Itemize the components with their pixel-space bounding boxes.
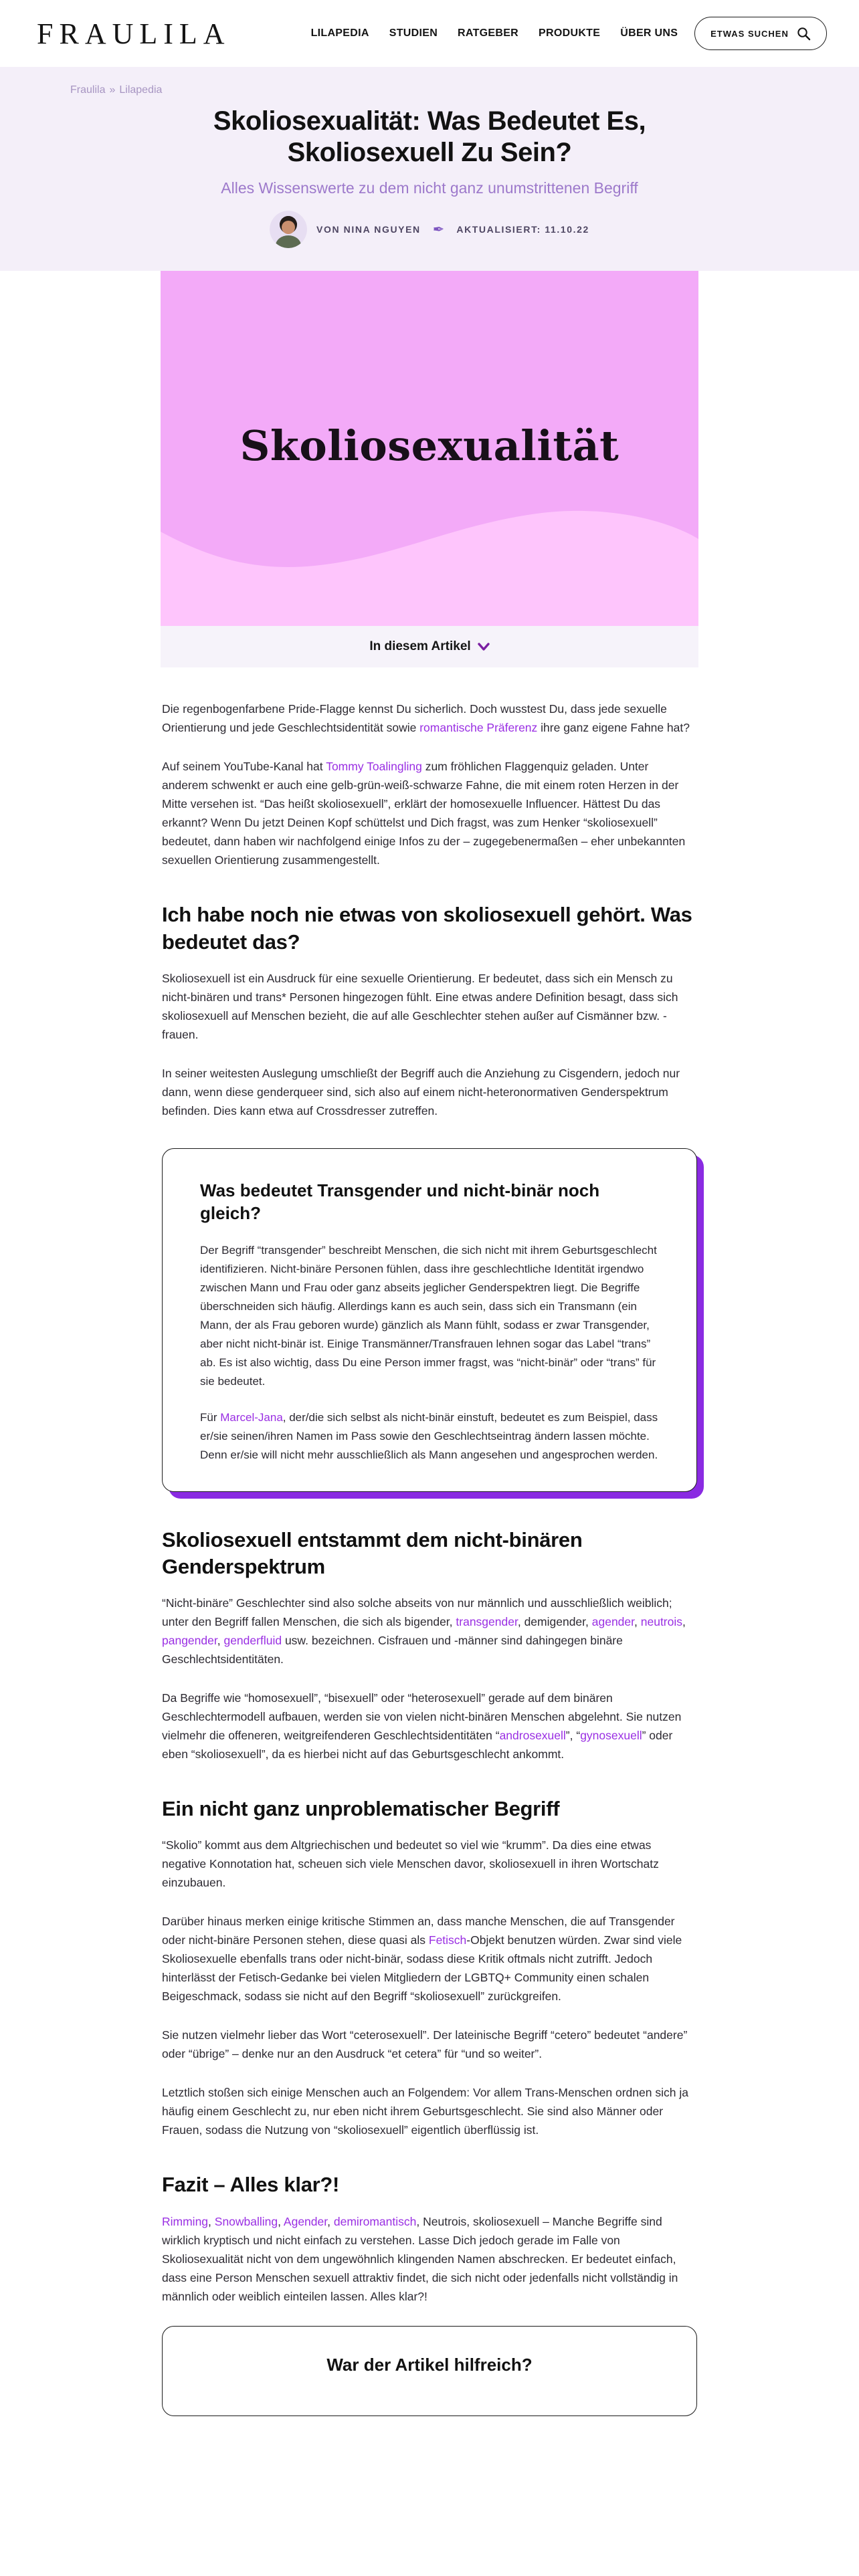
inline-link[interactable]: Rimming — [162, 2214, 209, 2228]
article-paragraph — [162, 700, 697, 737]
nav-item-lilapedia[interactable]: LILAPEDIA — [310, 27, 369, 39]
article-paragraph — [162, 2083, 697, 2139]
inline-link[interactable]: Agender — [283, 2214, 328, 2228]
site-logo[interactable]: FRAULILA — [37, 17, 231, 50]
main-nav — [311, 27, 678, 39]
article-body — [162, 700, 697, 2305]
byline — [0, 211, 859, 248]
inline-link[interactable]: transgender — [456, 1615, 518, 1629]
article-paragraph — [162, 2212, 697, 2306]
inline-link[interactable]: neutrois — [640, 1615, 683, 1629]
breadcrumb — [70, 84, 859, 96]
paragraph-text: , demigender, — [517, 1615, 592, 1629]
breadcrumb-home[interactable]: Fraulila — [70, 84, 106, 96]
inline-link[interactable]: Snowballing — [214, 2214, 278, 2228]
info-box-paragraph — [200, 1408, 659, 1465]
nav-item-ratgeber[interactable]: RATGEBER — [458, 27, 519, 39]
paragraph-text: Da Begriffe wie “homosexuell”, “bisexuell” oder “heterosexuell” gerade auf dem binären Geschlechtermodell aufbauen, werden sie von vielen nicht-binären Menschen abgelehnt. Sie nutzen vielmehr die offeneren, weitgreifenderen Geschlechtsidentitäten “ — [162, 1691, 682, 1743]
paragraph-text: , — [217, 1634, 224, 1648]
inline-link[interactable]: romantische Präferenz — [419, 721, 538, 735]
inline-link[interactable]: Fetisch — [428, 1933, 467, 1947]
search-button[interactable] — [694, 17, 827, 50]
inline-link[interactable]: genderfluid — [223, 1634, 282, 1648]
article-paragraph — [162, 1064, 697, 1120]
paragraph-text: Für — [200, 1410, 221, 1424]
author-avatar — [270, 211, 307, 248]
article-paragraph — [162, 1912, 697, 2006]
paragraph-text: , — [278, 2214, 284, 2228]
article-paragraph — [162, 2026, 697, 2063]
inline-link[interactable]: pangender — [162, 1634, 217, 1648]
paragraph-text: Der Begriff “transgender” beschreibt Menschen, die sich nicht mit ihrem Geburtsgeschlecht identifizieren. Nicht-binäre Personen fühlen, dass ihre geschlechtliche Identität irgendwo zwischen Mann und Frau oder ganz abseits jeglicher Genderspektren liegt. Die Begriffe überschneiden sich häufig. Allerdings kann es auch sein, dass sich ein Transmann (ein Mann, der als Frau geboren wurde) gänzlich als Mann fühlt, sodass er zwar Transgender, aber nicht nicht-binär ist. Einige Transmänner/Transfrauen lehnen sogar das Label “trans” ab. Es ist also wichtig, dass Du eine Person immer fragst, was “nicht-binär” oder “trans” für sie bedeutet. — [200, 1243, 657, 1388]
paragraph-text: -Objekt benutzen würden. Zwar sind viele Skoliosexuelle ebenfalls trans oder nicht-binär, sodass diese Kritik oftmals nicht zutrifft. Jedoch hinterlässt der Fetisch-Gedanke bei vielen Mitgliedern der LGBTQ+ Community einen schalen Beigeschmack, sodass sie nicht auf den Begriff “skoliosexuell” zurückgreifen. — [162, 1933, 682, 2004]
paragraph-text: , — [634, 1615, 641, 1629]
toc-toggle[interactable] — [161, 626, 698, 667]
section-heading: Fazit – Alles klar?! — [162, 2173, 340, 2197]
section-heading: Ich habe noch nie etwas von skoliosexuell gehört. Was bedeutet das? — [162, 903, 692, 954]
feedback-box — [162, 2326, 697, 2416]
inline-link[interactable]: demiromantisch — [333, 2214, 417, 2228]
article-paragraph — [162, 757, 697, 869]
inline-link[interactable]: androsexuell — [499, 1729, 566, 1743]
toc-label: In diesem Artikel — [369, 639, 471, 654]
feedback-title: War der Artikel hilfreich? — [326, 2354, 533, 2375]
hero-title: Skoliosexualität — [240, 421, 619, 471]
article-intro — [0, 67, 859, 271]
breadcrumb-section[interactable]: Lilapedia — [119, 84, 163, 96]
paragraph-text: ”, “ — [565, 1729, 581, 1743]
inline-link[interactable]: gynosexuell — [580, 1729, 642, 1743]
breadcrumb-separator: » — [109, 84, 116, 96]
paragraph-text: Sie nutzen vielmehr lieber das Wort “ceterosexuell”. Der lateinische Begriff “cetero” bedeutet “andere” oder “übrige” – denke nur an den Ausdruck “et cetera” für “und so weiter”. — [162, 2028, 688, 2061]
author-label: VON NINA NGUYEN — [316, 224, 421, 235]
paragraph-text: Auf seinem YouTube-Kanal hat — [162, 760, 326, 774]
info-box — [162, 1148, 697, 1492]
search-label: ETWAS SUCHEN — [710, 28, 789, 39]
paragraph-text: In seiner weitesten Auslegung umschließt der Begriff auch die Anziehung zu Cisgendern, jedoch nur dann, wenn diese genderqueer sind, sich also auf einem nicht-heteronormativen Genderspektrum befinden. Dies kann etwa auf Crossdresser zutreffen. — [162, 1066, 680, 1117]
nav-item-produkte[interactable]: PRODUKTE — [539, 27, 601, 39]
article-paragraph — [162, 1836, 697, 1892]
paragraph-text: , der/die sich selbst als nicht-binär einstuft, bedeutet es zum Beispiel, dass er/sie seinen/ihren Namen im Pass sowie den Geschlechtseintrag ändern lassen möchte. Denn er/sie will nicht mehr ausschließlich als Mann angesehen und angesprochen werden. — [200, 1410, 658, 1461]
page-subtitle: Alles Wissenswerte zu dem nicht ganz unumstrittenen Begriff — [221, 179, 638, 197]
chevron-down-icon — [478, 643, 490, 651]
nav-item-studien[interactable]: STUDIEN — [389, 27, 438, 39]
article-paragraph — [162, 1689, 697, 1763]
paragraph-text: “Skolio” kommt aus dem Altgriechischen und bedeutet so viel wie “krumm”. Da dies eine etwas negative Konnotation hat, scheuen sich viele Menschen davor, skoliosexuell in ihren Wortschatz einzubauen. — [162, 1838, 659, 1890]
section-heading: Ein nicht ganz unproblematischer Begriff — [162, 1797, 560, 1821]
inline-link[interactable]: Tommy Toalingling — [326, 760, 422, 774]
updated-label: AKTUALISIERT: 11.10.22 — [456, 224, 589, 235]
paragraph-text: usw. bezeichnen. Cisfrauen und -männer sind dahingegen binäre Geschlechtsidentitäten. — [162, 1634, 623, 1667]
paragraph-text: Letztlich stoßen sich einige Menschen auch an Folgendem: Vor allem Trans-Menschen ordnen sich ja häufig einem Geschlecht zu, nur eben nicht ihrem Geburtsgeschlecht. Sie sind also Männer oder Frauen, sodass die Nutzung von “skoliosexuell” eigentlich überflüssig ist. — [162, 2086, 688, 2137]
paragraph-text: , — [682, 1615, 686, 1629]
paragraph-text: “Nicht-binäre” Geschlechter sind also solche abseits von nur männlich und ausschließlich weiblich; unter den Begriff fallen Menschen, die sich als bigender, — [162, 1596, 672, 1629]
paragraph-text: , — [208, 2214, 215, 2228]
search-icon — [797, 27, 811, 41]
info-box-title: Was bedeutet Transgender und nicht-binär noch gleich? — [200, 1180, 600, 1223]
nav-item-ueber-uns[interactable]: ÜBER UNS — [620, 27, 678, 39]
site-header — [0, 0, 859, 67]
inline-link[interactable]: agender — [591, 1615, 635, 1629]
article-paragraph — [162, 1594, 697, 1669]
paragraph-text: ” oder eben “skoliosexuell”, da es hierbei nicht auf das Geburtsgeschlecht ankommt. — [162, 1729, 673, 1761]
hero-image — [161, 271, 698, 626]
paragraph-text: Die regenbogenfarbene Pride-Flagge kennst Du sicherlich. Doch wusstest Du, dass jede sexuelle Orientierung und jede Geschlechtsidentität sowie — [162, 702, 667, 735]
paragraph-text: , Neutrois, skoliosexuell – Manche Begriffe sind wirklich kryptisch und nicht einfach zu verstehen. Lasse Dich jedoch gerade im Falle von Skoliosexualität nicht von dem ungewöhnlich klingenden Namen abschrecken. Er bedeutet einfach, dass eine Person Menschen sexuell attraktiv findet, die sich nicht oder jedenfalls nicht vollständig in männlich oder weiblich einteilen lassen. Alles klar?! — [162, 2214, 678, 2303]
page-title: Skoliosexualität: Was Bedeutet Es, Skoliosexuell Zu Sein? — [213, 106, 646, 168]
paragraph-text: zum fröhlichen Flaggenquiz geladen. Unter anderem schwenkt er auch eine gelb-grün-weiß-schwarze Fahne, die mit einem roten Herzen in der Mitte versehen ist. “Das heißt skoliosexuell”, erklärt der homosexuelle Influencer. Hättest Du das erkannt? Wenn Du jetzt Deinen Kopf schüttelst und Dich fragst, was zum Henker “skoliosexuell” bedeutet, dann haben wir nachfolgend einige Infos zu der – zugegebenermaßen – eher unbekannten sexuellen Orientierung zusammengestellt. — [162, 760, 686, 867]
article-paragraph — [162, 969, 697, 1044]
pen-icon: ✒ — [432, 221, 445, 237]
info-box-paragraph — [200, 1241, 659, 1391]
paragraph-text: Darüber hinaus merken einige kritische Stimmen an, dass manche Menschen, die auf Transgender oder nicht-binäre Personen stehen, diese quasi als — [162, 1915, 675, 1947]
paragraph-text: , — [327, 2214, 334, 2228]
paragraph-text: ihre ganz eigene Fahne hat? — [537, 721, 690, 735]
inline-link[interactable]: Marcel-Jana — [220, 1410, 283, 1424]
paragraph-text: Skoliosexuell ist ein Ausdruck für eine sexuelle Orientierung. Er bedeutet, dass sich ein Mensch zu nicht-binären und trans* Personen hingezogen fühlt. Eine etwas andere Definition besagt, dass sich skoliosexuell auf Menschen bezieht, die auf alle Geschlechter stehen außer auf Cismänner bzw. -frauen. — [162, 971, 678, 1041]
section-heading: Skoliosexuell entstammt dem nicht-binären Genderspektrum — [162, 1527, 583, 1578]
